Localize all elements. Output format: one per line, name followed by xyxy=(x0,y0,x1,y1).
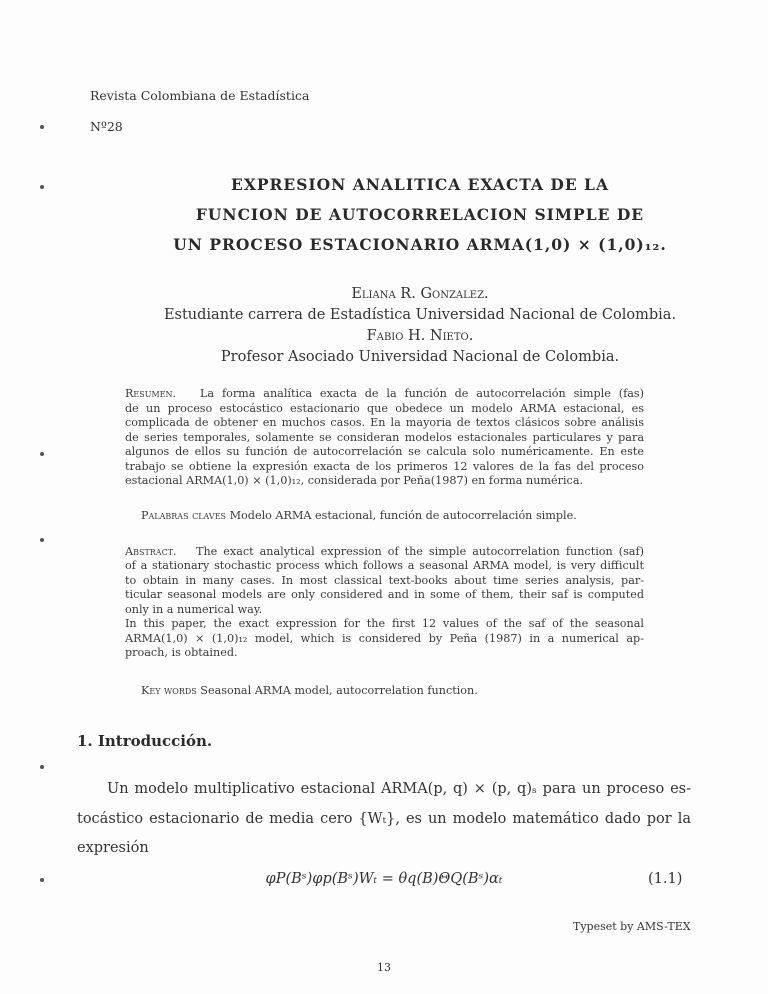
keywords-text: Seasonal ARMA model, autocorrelation function. xyxy=(200,684,478,697)
equation: φP(Bˢ)φp(Bˢ)Wₜ = θq(B)ΘQ(Bˢ)αₜ xyxy=(265,871,503,887)
abstract-line: ARMA(1,0) × (1,0)₁₂ model, which is considered by Peña (1987) in a numerical ap- xyxy=(125,632,644,645)
typeset-note: Typeset by AMS-TEX xyxy=(573,920,691,933)
body-line: expresión xyxy=(77,840,149,856)
resumen-line: complicada de obtener en muchos casos. En la mayoria de textos clásicos sobre análisis xyxy=(125,416,644,429)
abstract-line: to obtain in many cases. In most classical text-books about time series analysis, par- xyxy=(125,574,644,587)
section-heading: 1. Introducción. xyxy=(77,732,213,750)
author-affiliation: Estudiante carrera de Estadística Universidad Nacional de Colombia. xyxy=(163,307,677,323)
author-name: Fabio H. Nieto. xyxy=(366,328,474,344)
author-name: Eliana R. Gonzalez. xyxy=(351,286,489,302)
page-number: 13 xyxy=(377,961,391,974)
scan-mark xyxy=(40,765,44,769)
abstract-label: Abstract. xyxy=(125,545,177,558)
resumen-line: de series temporales, solamente se consideran modelos estacionales particulares y para xyxy=(125,431,644,444)
key-words xyxy=(141,684,478,697)
resumen-line: trabajo se obtiene la expresión exacta de los primeros 12 valores de la fas del proceso xyxy=(125,460,644,473)
resumen-line: algunos de ellos su función de autocorrelación se calcula solo numéricamente. En este xyxy=(125,445,644,458)
scan-mark xyxy=(40,125,44,129)
abstract-line: only in a numerical way. xyxy=(125,603,263,616)
issue-number: Nº28 xyxy=(90,119,123,134)
resumen-line: La forma analítica exacta de la función de autocorrelación simple (fas) xyxy=(200,387,644,400)
abstract-line: In this paper, the exact expression for the first 12 values of the saf of the seasonal xyxy=(125,617,644,630)
journal-name: Revista Colombiana de Estadística xyxy=(90,88,310,103)
title-line: UN PROCESO ESTACIONARIO ARMA(1,0) × (1,0)₁₂. xyxy=(173,235,667,254)
scan-mark xyxy=(40,452,44,456)
abstract-line: ticular seasonal models are only considered and in some of them, their saf is computed xyxy=(125,588,644,601)
scan-mark xyxy=(40,538,44,542)
palabras-text: Modelo ARMA estacional, función de autocorrelación simple. xyxy=(229,509,577,522)
resumen-line: de un proceso estocástico estacionario que obedece un modelo ARMA estacional, es xyxy=(125,402,644,415)
keywords-label: Key words xyxy=(141,684,197,697)
abstract-line: of a stationary stochastic process which follows a seasonal ARMA model, is very difficult xyxy=(125,559,644,572)
title-line: FUNCION DE AUTOCORRELACION SIMPLE DE xyxy=(195,205,645,224)
abstract-line: The exact analytical expression of the simple autocorrelation function (saf) xyxy=(196,545,644,558)
resumen-line: estacional ARMA(1,0) × (1,0)₁₂, considerada por Peña(1987) en forma numérica. xyxy=(125,474,584,487)
body-line: Un modelo multiplicativo estacional ARMA(p, q) × (p, q)ₛ para un proceso es- xyxy=(107,781,691,797)
palabras-label: Palabras claves xyxy=(141,509,227,522)
title-line: EXPRESION ANALITICA EXACTA DE LA xyxy=(231,175,609,194)
abstract-line: proach, is obtained. xyxy=(125,646,238,659)
equation-number: (1.1) xyxy=(648,871,683,887)
resumen-label: Resumen. xyxy=(125,387,177,400)
palabras-claves xyxy=(141,509,577,522)
body-line: tocástico estacionario de media cero {Wₜ}, es un modelo matemático dado por la xyxy=(77,811,691,827)
author-affiliation: Profesor Asociado Universidad Nacional de Colombia. xyxy=(220,349,620,365)
